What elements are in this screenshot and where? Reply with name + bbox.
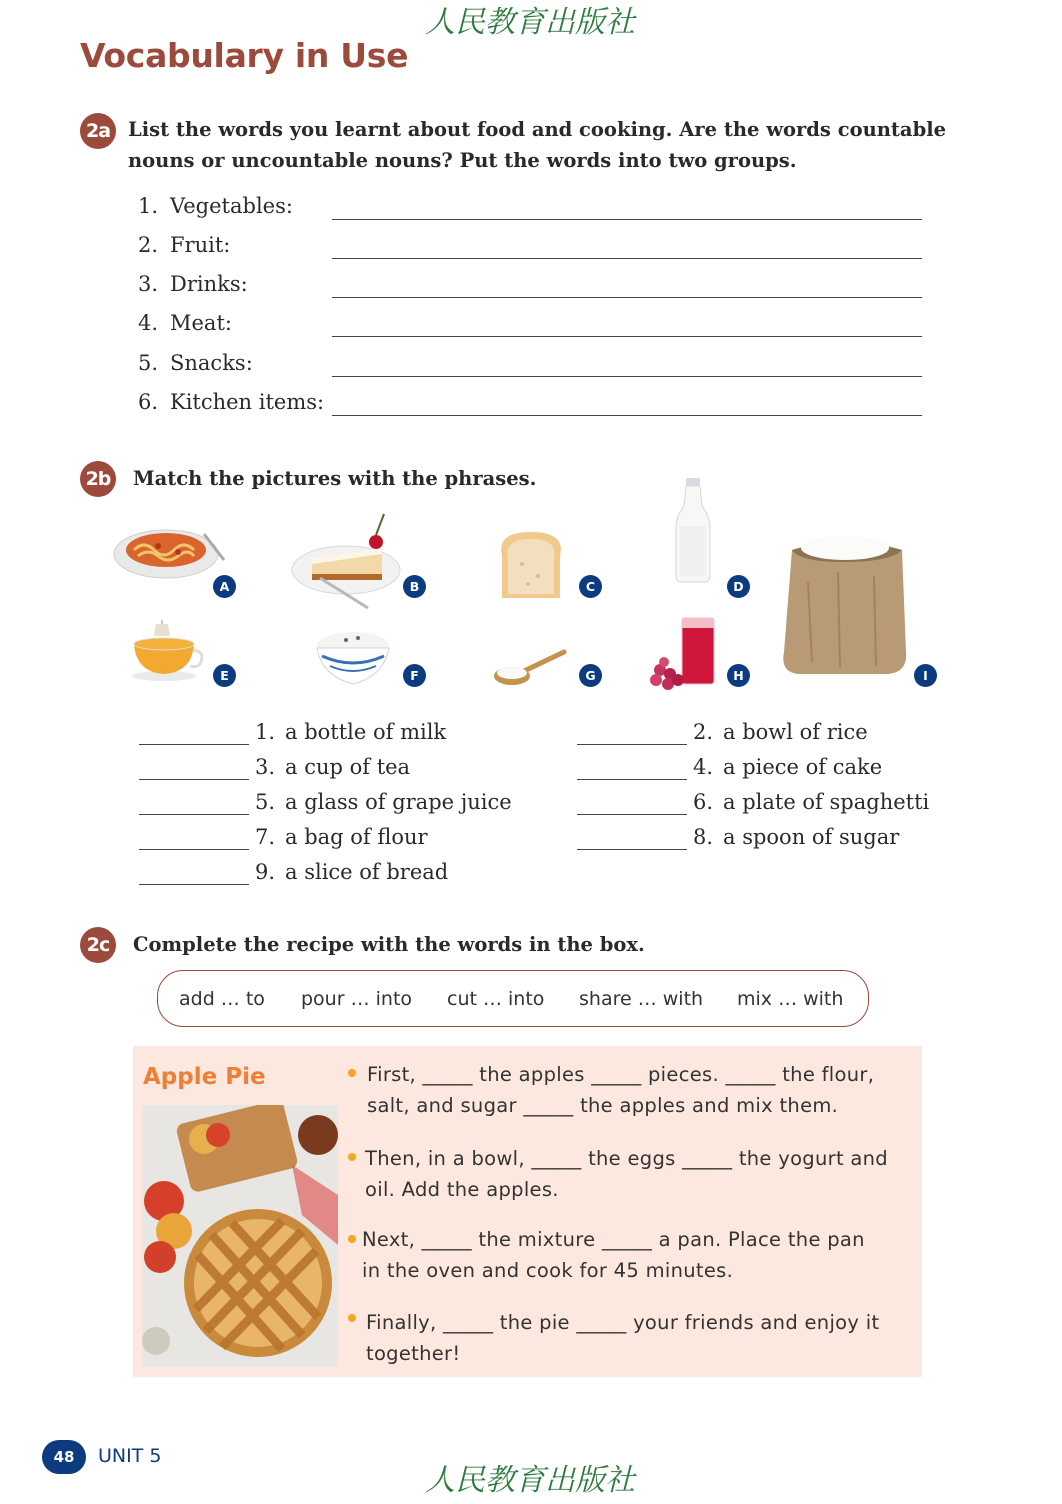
answer-blank[interactable] <box>139 779 249 780</box>
grape-juice-icon <box>646 616 718 692</box>
word-option: mix … with <box>737 988 844 1010</box>
phrase-text: a bowl of rice <box>723 720 868 744</box>
instruction-2a-line2: nouns or uncountable nouns? Put the words into two groups. <box>128 149 797 172</box>
phrase-number: 7. <box>255 825 276 849</box>
picture-letter-h: H <box>727 664 750 687</box>
phrase-text: a bag of flour <box>285 825 428 849</box>
item-number: 3. <box>138 272 159 296</box>
picture-letter-i: I <box>914 664 937 687</box>
bullet-dot <box>348 1069 356 1077</box>
milk-bottle-icon <box>674 476 712 584</box>
phrase-text: a bottle of milk <box>285 720 447 744</box>
word-option: pour … into <box>301 988 413 1010</box>
publisher-watermark-bottom <box>380 1458 680 1502</box>
answer-blank[interactable] <box>139 744 249 745</box>
answer-blank[interactable] <box>139 884 249 885</box>
phrase-text: a piece of cake <box>723 755 883 779</box>
list-item <box>138 351 928 381</box>
sugar-spoon-icon <box>492 648 568 688</box>
phrase-text: a spoon of sugar <box>723 825 900 849</box>
phrase-number: 5. <box>255 790 276 814</box>
step-line: First, _____ the apples _____ pieces. _____ the flour, <box>367 1063 875 1086</box>
item-label: Meat: <box>170 311 232 335</box>
word-option: cut … into <box>447 988 545 1010</box>
recipe-step-4 <box>366 1307 917 1369</box>
phrase-text: a plate of spaghetti <box>723 790 930 814</box>
spaghetti-plate-icon <box>108 520 230 582</box>
phrase-number: 3. <box>255 755 276 779</box>
page-number-badge: 48 <box>42 1440 86 1474</box>
picture-letter-d: D <box>727 575 750 598</box>
phrase-number: 8. <box>693 825 714 849</box>
cake-slice-icon <box>290 508 412 614</box>
section-badge-2a: 2a <box>80 113 116 149</box>
item-number: 2. <box>138 233 159 257</box>
answer-blank[interactable] <box>139 849 249 850</box>
answer-blank[interactable] <box>577 814 687 815</box>
bread-slice-icon <box>494 528 568 600</box>
answer-line[interactable] <box>332 336 922 337</box>
recipe-panel <box>133 1046 922 1377</box>
answer-blank[interactable] <box>139 814 249 815</box>
step-line: oil. Add the apples. <box>365 1178 559 1201</box>
bullet-dot <box>348 1314 356 1322</box>
word-box <box>157 970 869 1027</box>
svg-text:人民教育出版社: 人民教育出版社 <box>425 1463 635 1498</box>
answer-line[interactable] <box>332 415 922 416</box>
instruction-2a <box>128 114 946 176</box>
answer-blank[interactable] <box>577 849 687 850</box>
picture-letter-f: F <box>403 664 426 687</box>
phrase-text: a glass of grape juice <box>285 790 512 814</box>
phrase-number: 1. <box>255 720 276 744</box>
page-title: Vocabulary in Use <box>80 36 409 75</box>
step-line: together! <box>366 1342 461 1365</box>
item-number: 6. <box>138 390 159 414</box>
step-line: Next, _____ the mixture _____ a pan. Place the pan <box>362 1228 865 1251</box>
item-label: Fruit: <box>170 233 231 257</box>
unit-label: UNIT 5 <box>98 1445 162 1467</box>
instruction-2c: Complete the recipe with the words in the box. <box>133 933 645 956</box>
recipe-step-1 <box>367 1059 917 1121</box>
item-label: Drinks: <box>170 272 248 296</box>
phrase-text: a slice of bread <box>285 860 449 884</box>
instruction-2b: Match the pictures with the phrases. <box>133 467 537 490</box>
tea-cup-icon <box>128 620 208 682</box>
phrase-number: 2. <box>693 720 714 744</box>
phrase-number: 4. <box>693 755 714 779</box>
item-label: Vegetables: <box>170 194 293 218</box>
item-number: 5. <box>138 351 159 375</box>
word-option: add … to <box>179 988 265 1010</box>
svg-text:人民教育出版社: 人民教育出版社 <box>425 5 635 40</box>
item-number: 1. <box>138 194 159 218</box>
answer-line[interactable] <box>332 258 922 259</box>
phrase-text: a cup of tea <box>285 755 411 779</box>
word-option: share … with <box>579 988 704 1010</box>
picture-letter-c: C <box>579 575 602 598</box>
step-line: Then, in a bowl, _____ the eggs _____ the yogurt and <box>365 1147 888 1170</box>
list-item <box>138 311 928 341</box>
item-label: Kitchen items: <box>170 390 325 414</box>
list-item <box>138 194 928 224</box>
item-label: Snacks: <box>170 351 253 375</box>
apple-pie-photo-icon <box>142 1105 338 1367</box>
item-number: 4. <box>138 311 159 335</box>
section-badge-2c: 2c <box>80 927 116 963</box>
phrase-number: 9. <box>255 860 276 884</box>
recipe-step-3 <box>362 1224 917 1286</box>
answer-blank[interactable] <box>577 744 687 745</box>
recipe-step-2 <box>365 1143 917 1205</box>
answer-line[interactable] <box>332 219 922 220</box>
rice-bowl-icon <box>312 626 394 688</box>
publisher-watermark-top <box>380 0 680 44</box>
list-item <box>138 272 928 302</box>
step-line: salt, and sugar _____ the apples and mix them. <box>367 1094 839 1117</box>
section-badge-2b: 2b <box>80 461 116 497</box>
picture-letter-b: B <box>403 575 426 598</box>
answer-line[interactable] <box>332 297 922 298</box>
bullet-dot <box>348 1235 356 1243</box>
picture-letter-g: G <box>579 664 602 687</box>
phrase-number: 6. <box>693 790 714 814</box>
step-line: Finally, _____ the pie _____ your friends and enjoy it <box>366 1311 880 1334</box>
picture-letter-a: A <box>213 575 236 598</box>
list-item <box>138 233 928 263</box>
flour-bag-icon <box>778 532 912 676</box>
picture-letter-e: E <box>213 664 236 687</box>
bullet-dot <box>348 1153 356 1161</box>
recipe-title: Apple Pie <box>143 1064 266 1090</box>
answer-blank[interactable] <box>577 779 687 780</box>
step-line: in the oven and cook for 45 minutes. <box>362 1259 734 1282</box>
instruction-2a-line1: List the words you learnt about food and cooking. Are the words countable <box>128 118 947 141</box>
list-item <box>138 390 928 420</box>
answer-line[interactable] <box>332 376 922 377</box>
